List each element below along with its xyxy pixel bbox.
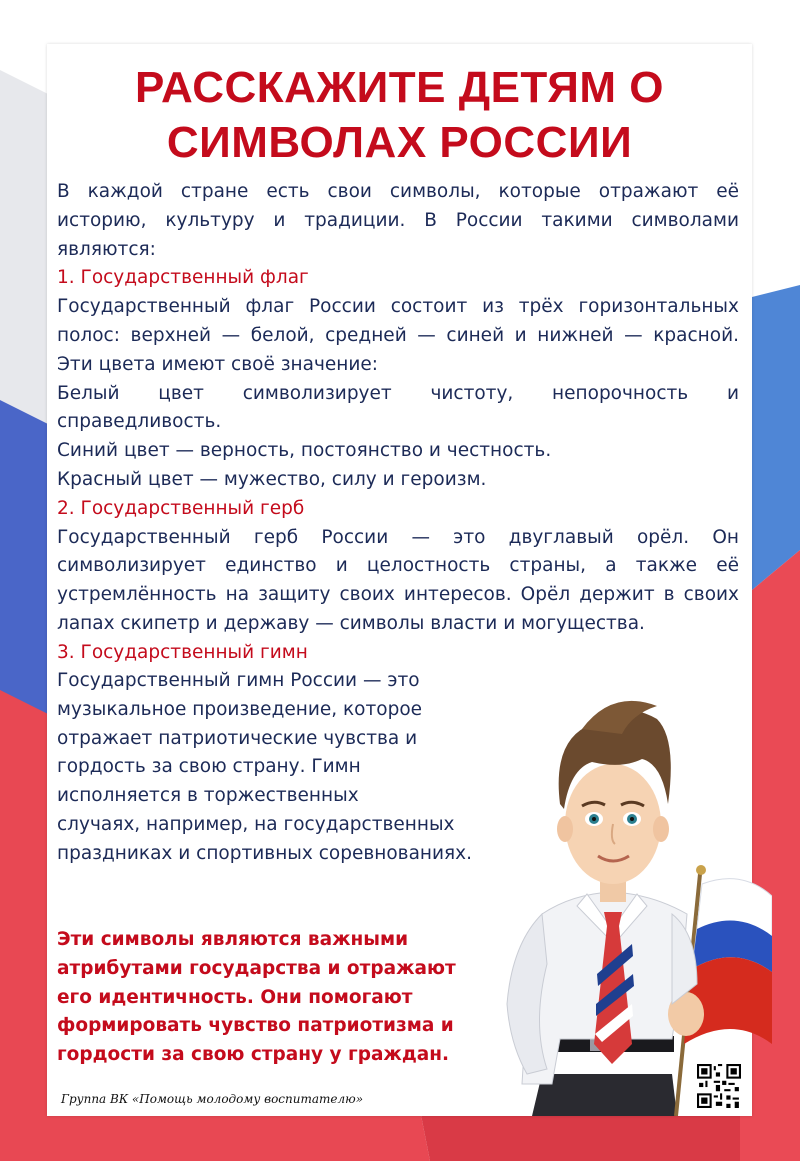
anthem-line: музыкальное произведение, которое (57, 698, 423, 720)
footer-credit: Группа ВК «Помощь молодому воспитателю» (61, 1092, 364, 1106)
emblem-line-2: символизирует единство и целостность страны, а также её (57, 555, 739, 577)
qr-code-icon (697, 1064, 741, 1108)
conclusion-line: его идентичность. Они помогают (57, 986, 413, 1008)
poster-card (47, 44, 752, 1116)
flag-line-2: полос: верхней — белой, средней — синей и нижней — красной. (57, 324, 739, 346)
conclusion-line: атрибутами государства и отражают (57, 957, 456, 979)
intro-line-2: историю, культуру и традиции. В России такими символами (57, 209, 739, 231)
intro-line-3: являются: (57, 238, 156, 260)
boy-with-flag-illustration (472, 644, 772, 1116)
title-line-1: РАССКАЖИТЕ ДЕТЯМ О (135, 63, 664, 112)
anthem-line: отражает патриотические чувства и (57, 727, 418, 749)
title-line-2: СИМВОЛАХ РОССИИ (166, 118, 633, 167)
conclusion-line: гордости за свою страну у граждан. (57, 1044, 450, 1066)
emblem-line-3: устремлённость на защиту своих интересов. Орёл держит в своих (57, 584, 739, 606)
flag-blue: Синий цвет — верность, постоянство и честность. (57, 440, 552, 462)
flag-white-line-2: справедливость. (57, 411, 222, 433)
conclusion-text (57, 926, 487, 1070)
flag-white-line-1: Белый цвет символизирует чистоту, непорочность и (57, 382, 739, 404)
anthem-heading: 3. Государственный гимн (57, 641, 308, 663)
anthem-line: исполняется в торжественных (57, 785, 359, 807)
anthem-text (57, 667, 487, 869)
anthem-line: случаях, например, на государственных (57, 813, 455, 835)
emblem-line-4: лапах скипетр и державу — символы власти и могущества. (57, 612, 645, 634)
anthem-line: Государственный гимн России — это (57, 670, 420, 691)
page-title (47, 60, 752, 170)
conclusion-line: Эти символы являются важными (57, 929, 409, 950)
flag-line-1: Государственный флаг России состоит из трёх горизонтальных (57, 296, 739, 318)
intro-line-1: В каждой стране есть свои символы, которые отражают её (57, 181, 739, 202)
anthem-line: праздниках и спортивных соревнованиях. (57, 842, 472, 864)
anthem-line: гордость за свою страну. Гимн (57, 756, 361, 778)
flag-heading: 1. Государственный флаг (57, 267, 309, 289)
emblem-line-1: Государственный герб России — это двуглавый орёл. Он (57, 526, 739, 548)
emblem-heading: 2. Государственный герб (57, 497, 305, 519)
main-text (57, 178, 739, 668)
flag-line-3: Эти цвета имеют своё значение: (57, 353, 379, 375)
flag-red: Красный цвет — мужество, силу и героизм. (57, 468, 487, 490)
conclusion-line: формировать чувство патриотизма и (57, 1015, 454, 1037)
